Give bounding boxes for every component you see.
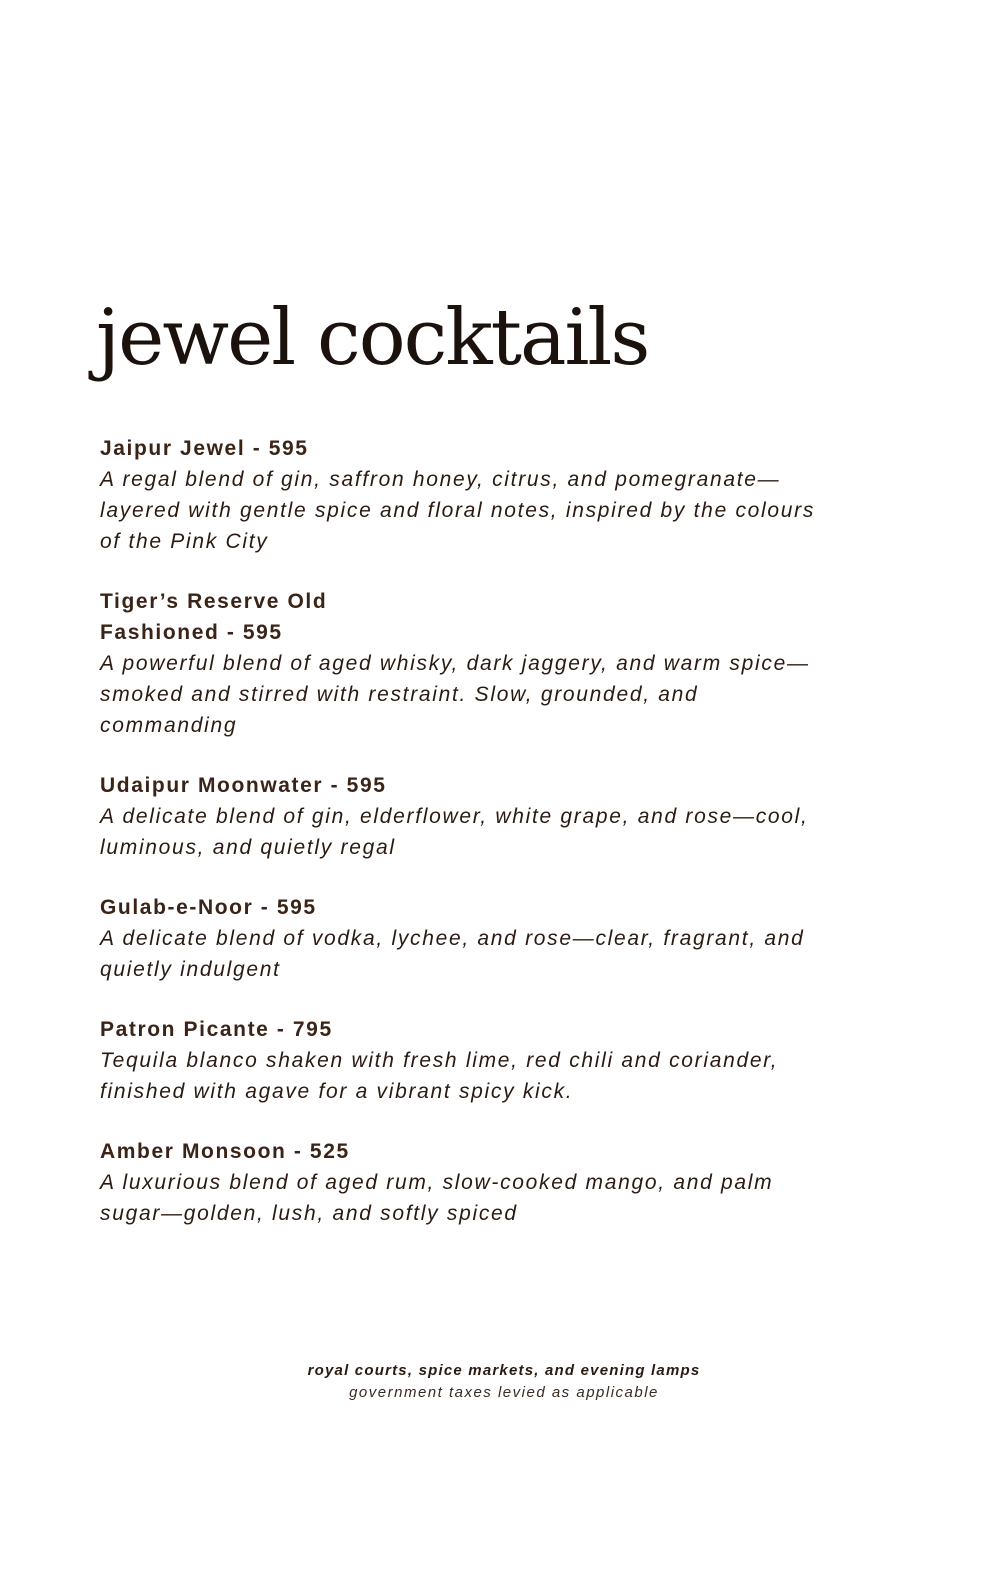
footer-tagline: royal courts, spice markets, and evening lamps [307, 1362, 701, 1379]
item-name: Patron Picante - 795 [100, 1018, 333, 1041]
cocktail-list [100, 433, 840, 1258]
menu-item [100, 1014, 840, 1107]
menu-item [100, 433, 840, 557]
item-description: Tequila blanco shaken with fresh lime, red chili and coriander, finished with agave for a vibrant spicy kick. [100, 1049, 779, 1103]
item-description: A delicate blend of gin, elderflower, white grape, and rose—cool, luminous, and quietly regal [100, 805, 809, 859]
menu-item [100, 892, 840, 985]
menu-title: jewel cocktails [96, 293, 649, 383]
tax-note: government taxes levied as applicable [349, 1384, 659, 1401]
menu-item [100, 1136, 840, 1229]
item-description: A regal blend of gin, saffron honey, citrus, and pomegranate—layered with gentle spice and floral notes, inspired by the colours of the Pink City [100, 468, 816, 553]
item-name: Gulab-e-Noor - 595 [100, 896, 317, 919]
item-description: A delicate blend of vodka, lychee, and rose—clear, fragrant, and quietly indulgent [100, 927, 805, 981]
item-name: Jaipur Jewel - 595 [100, 437, 309, 460]
item-description: A powerful blend of aged whisky, dark jaggery, and warm spice—smoked and stirred with restraint. Slow, grounded, and commanding [100, 652, 810, 737]
item-description: A luxurious blend of aged rum, slow-cooked mango, and palm sugar—golden, lush, and softly spiced [100, 1171, 774, 1225]
item-name: Tiger’s Reserve Old Fashioned - 595 [100, 590, 328, 644]
item-name: Amber Monsoon - 525 [100, 1140, 350, 1163]
item-name: Udaipur Moonwater - 595 [100, 774, 387, 797]
menu-footer [0, 1360, 1008, 1404]
menu-item [100, 586, 840, 741]
menu-item [100, 770, 840, 863]
